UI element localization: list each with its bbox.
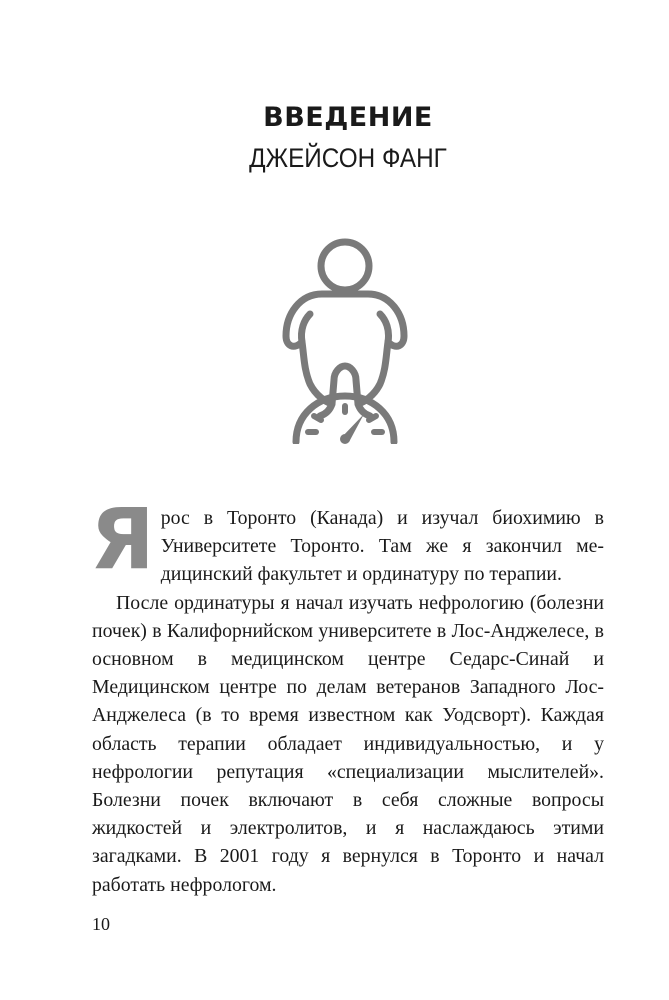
paragraph-2: После ординатуры я начал изучать нефрологию (болезни почек) в Калифорнийском университете в Лос-Анджелесе, в основном в медицинском центре Седарс-Синай и Медицинском центре по делам ветеранов Западного Лос-Анджелеса (в то время известном как Уодсворт). Каждая область терапии обладает индивидуальностью, и у нефрологии репутация «специализации мыслителей». Болезни почек включают в себя сложные вопросы жидкостей и электролитов, и я наслаждаюсь этими загадками. В 2001 году я вернулся в Торонто и начал работать нефрологом.: [92, 591, 604, 896]
body-text: [90, 490, 604, 899]
person-on-scale-icon: [280, 238, 410, 444]
drop-cap: Я: [90, 490, 155, 588]
page-number: 10: [92, 914, 110, 934]
chapter-author: ДЖЕЙСОН ФАНГ: [249, 143, 447, 173]
paragraph-1: рос в Торонто (Канада) и изучал биохимию в Университете Торонто. Там же я закончил медицинский факультет и ординатуру по терапии.: [160, 507, 604, 586]
chapter-title: ВВЕДЕНИЕ: [263, 102, 433, 133]
